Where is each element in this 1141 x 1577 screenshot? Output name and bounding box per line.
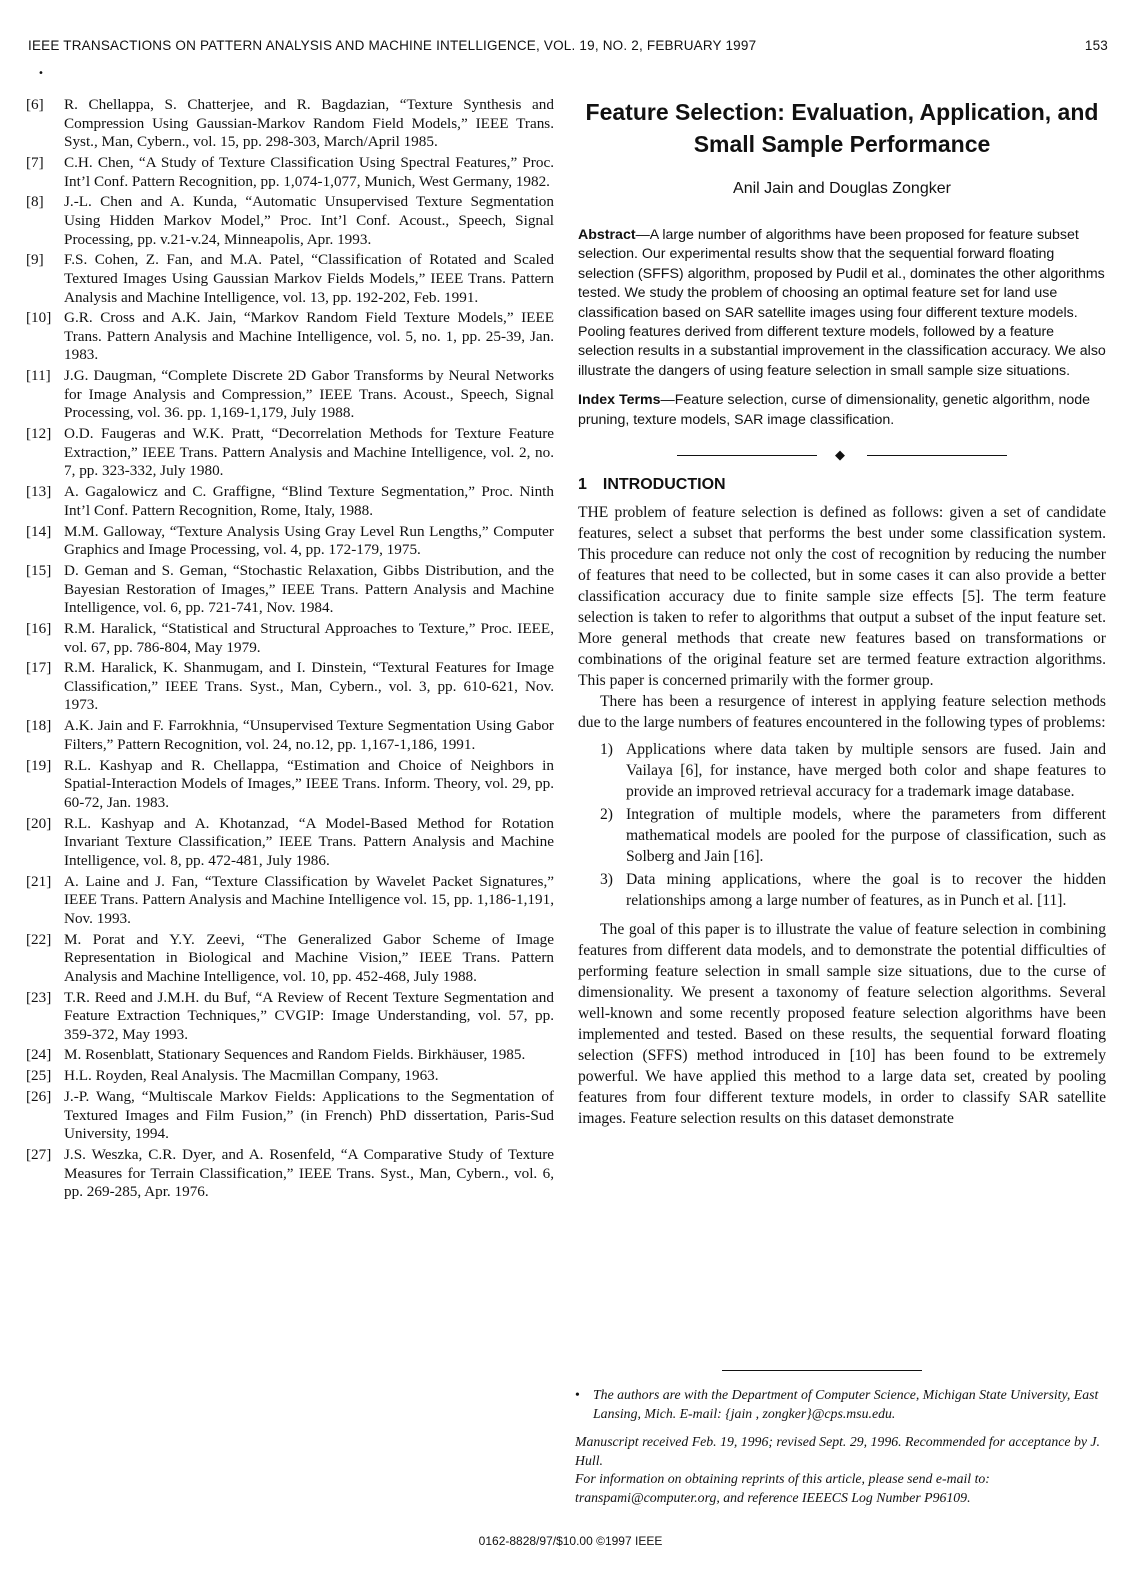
abstract [578, 226, 1106, 381]
reference-number: [8] [26, 193, 44, 211]
section-title: INTRODUCTION [602, 476, 726, 494]
reference-number: [6] [26, 96, 44, 113]
reference-text: F.S. Cohen, Z. Fan, and M.A. Patel, “Classification of Rotated and Scaled Textured Images Using Gaussian Markov Fields Models,” IEEE Trans. Pattern Analysis and Machine Intelligence, vol. 13, pp. 192-202, Feb. 1991. [64, 251, 554, 306]
reference-text: J.-P. Wang, “Multiscale Markov Fields: Applications to the Segmentation of Textured Images and Film Fusion,” (in French) PhD dissertation, Paris-Sud University, 1994. [64, 1088, 554, 1143]
reference-item [26, 931, 554, 987]
intro-paragraph-1: THE problem of feature selection is defined as follows: given a set of candidate features, select a subset that performs the best under some classification system. This procedure can reduce not only the cost of recognition by reducing the number of features that need to be collected, but in some cases it can also provide a better classification accuracy due to finite sample size effects [5]. The term feature selection is taken to refer to algorithms that output a subset of the input feature set. More general methods that create new features based on transformations or combinations of the original feature set are termed feature extraction algorithms. This paper is concerned primarily with the former group. [578, 504, 1106, 690]
bullet-icon: • [575, 1387, 580, 1402]
reference-text: M.M. Galloway, “Texture Analysis Using Gray Level Run Lengths,” Computer Graphics and Image Processing, vol. 4, pp. 172-179, 1975. [64, 522, 554, 559]
reference-number: [26] [26, 1088, 52, 1106]
reference-text: A. Laine and J. Fan, “Texture Classification by Wavelet Packet Signatures,” IEEE Trans. Pattern Analysis and Machine Intelligence vol. 15, pp. 1,186-1,191, Nov. 1993. [64, 872, 554, 927]
author-affiliation-note [575, 1386, 1105, 1423]
footnote-rule [722, 1370, 922, 1371]
list-item-number: 2) [600, 806, 613, 824]
abstract-label: Abstract [578, 227, 636, 243]
running-title: IEEE TRANSACTIONS ON PATTERN ANALYSIS AND MACHINE INTELLIGENCE, VOL. 19, NO. 2, FEBRUARY 1997 [28, 38, 757, 53]
reference-item [26, 251, 554, 307]
reference-item [26, 562, 554, 618]
reference-text: R.L. Kashyap and R. Chellappa, “Estimation and Choice of Neighbors in Spatial-Interaction Models of Images,” IEEE Trans. Inform. Theory, vol. 29, pp. 60-72, Jan. 1983. [64, 756, 554, 811]
reference-text: A. Gagalowicz and C. Graffigne, “Blind Texture Segmentation,” Proc. Ninth Int’l Conf. Pattern Recognition, Rome, Italy, 1988. [64, 483, 554, 519]
intro-paragraph-3: The goal of this paper is to illustrate the value of feature selection in combining features from different data models, and to demonstrate the potential difficulties of performing feature selection in small sample size situations, due to the curse of dimensionality. We present a taxonomy of feature selection algorithms. Several well-known and some recently proposed feature selection algorithms have been implemented and tested. Based on these results, the sequential forward floating selection (SFFS) method introduced in [10] has been found to be extremely powerful. We have applied this method to a large data set, created by pooling features from four different texture models, in order to classify SAR satellite images. Feature selection results on this dataset demonstrate [578, 921, 1106, 1128]
reprints-note: For information on obtaining reprints of this article, please send e-mail to: transpami@computer.org, and reference IEEECS Log Number P96109. [575, 1471, 990, 1505]
list-item [578, 739, 1106, 802]
reference-text: A.K. Jain and F. Farrokhnia, “Unsupervised Texture Segmentation Using Gabor Filters,” Pattern Recognition, vol. 24, no.12, pp. 1,167-1,186, 1991. [64, 717, 554, 753]
reference-number: [11] [26, 367, 51, 385]
reference-number: [24] [26, 1046, 52, 1064]
list-item-number: 1) [600, 741, 613, 759]
reference-item [26, 483, 554, 520]
reference-number: [18] [26, 717, 52, 735]
references-column [26, 96, 554, 1204]
reference-text: O.D. Faugeras and W.K. Pratt, “Decorrelation Methods for Texture Feature Extraction,” IEEE Trans. Pattern Analysis and Machine Intelligence, vol. 2, no. 7, pp. 323-332, July 1980. [64, 425, 554, 480]
reference-item [26, 193, 554, 249]
reference-number: [20] [26, 814, 52, 832]
reference-item [26, 425, 554, 481]
section-heading [578, 476, 1106, 494]
article-authors: Anil Jain and Douglas Zongker [733, 180, 951, 197]
footnotes [575, 1386, 1105, 1507]
list-item [578, 869, 1106, 911]
divider-line-right [867, 455, 1007, 456]
reference-text: J.G. Daugman, “Complete Discrete 2D Gabor Transforms by Neural Networks for Image Analysis and Compression,” IEEE Trans. Acoust., Speech, Signal Processing, vol. 36. pp. 1,169-1,179, July 1988. [64, 367, 554, 422]
reference-number: [9] [26, 251, 44, 269]
reference-number: [25] [26, 1067, 52, 1085]
reference-number: [27] [26, 1146, 52, 1163]
reference-text: R.M. Haralick, “Statistical and Structural Approaches to Texture,” Proc. IEEE, vol. 67, pp. 786-804, May 1979. [64, 619, 554, 656]
article-title: Feature Selection: Evaluation, Application, and Small Sample Performance [585, 99, 1099, 157]
list-item-number: 3) [600, 871, 613, 889]
reference-text: G.R. Cross and A.K. Jain, “Markov Random Field Texture Models,” IEEE Trans. Pattern Analysis and Machine Intelligence, vol. 5, no. 1, pp. 25-39, Jan. 1983. [64, 309, 554, 364]
reference-item [26, 873, 554, 929]
reference-item [26, 815, 554, 871]
reference-number: [22] [26, 930, 52, 948]
reference-item [26, 659, 554, 715]
divider-line-left [677, 455, 817, 456]
reference-number: [14] [26, 522, 52, 540]
reference-text: R.M. Haralick, K. Shanmugam, and I. Dinstein, “Textural Features for Image Classification,” IEEE Trans. Syst., Man, Cybern., vol. 3, pp. 610-621, Nov. 1973. [64, 659, 554, 714]
problem-list [578, 739, 1106, 911]
reference-item [26, 1146, 554, 1202]
reference-number: [13] [26, 483, 52, 501]
reference-number: [23] [26, 988, 52, 1006]
reference-item [26, 1067, 554, 1086]
list-item-text: Data mining applications, where the goal is to recover the hidden relationships among a large number of features, as in Punch et al. [11]. [626, 871, 1106, 910]
list-item [578, 804, 1106, 867]
reference-item [26, 989, 554, 1045]
reference-text: D. Geman and S. Geman, “Stochastic Relaxation, Gibbs Distribution, and the Bayesian Restoration of Images,” IEEE Trans. Pattern Analysis and Machine Intelligence, vol. 6, pp. 721-741, Nov. 1984. [64, 561, 554, 617]
reference-item [26, 717, 554, 754]
reference-text: C.H. Chen, “A Study of Texture Classification Using Spectral Features,” Proc. Int’l Conf. Pattern Recognition, pp. 1,074-1,077, Munich, West Germany, 1982. [64, 153, 554, 190]
copyright-line: 0162-8828/97/$10.00 ©1997 IEEE [478, 1534, 663, 1548]
reference-number: [10] [26, 309, 52, 327]
reference-item [26, 757, 554, 813]
reference-number: [12] [26, 425, 52, 443]
reference-text: H.L. Royden, Real Analysis. The Macmillan Company, 1963. [64, 1067, 439, 1085]
index-terms-label: Index Terms [578, 392, 661, 409]
author-affiliation-text: The authors are with the Department of Computer Science, Michigan State University, East Lansing, Mich. E-mail: {jain , zongker}@cps.msu.edu. [593, 1387, 1099, 1421]
section-number: 1 [578, 476, 587, 494]
reference-text: T.R. Reed and J.M.H. du Buf, “A Review of Recent Texture Segmentation and Feature Extraction Techniques,” CVGIP: Image Understanding, vol. 57, pp. 359-372, May 1993. [64, 988, 554, 1043]
list-item-text: Integration of multiple models, where the parameters from different mathematical models are pooled for the purpose of classification, such as Solberg and Jain [16]. [626, 806, 1106, 866]
reference-number: [7] [26, 153, 44, 171]
list-item-text: Applications where data taken by multiple sensors are fused. Jain and Vailaya [6], for instance, have merged both color and shape features to provide an improved retrieval accuracy for a trademark image database. [626, 741, 1106, 801]
reference-item [26, 1046, 554, 1065]
reference-item [26, 96, 554, 152]
page-number: 153 [1084, 38, 1108, 53]
reference-text: R. Chellappa, S. Chatterjee, and R. Bagdazian, “Texture Synthesis and Compression Using Gaussian-Markov Random Field Models,” IEEE Trans. Syst., Man, Cybern., vol. 15, pp. 298-303, March/April 1985. [64, 96, 554, 151]
speck-mark: • [38, 68, 44, 79]
intro-paragraph-2: There has been a resurgence of interest in applying feature selection methods due to the large numbers of features encountered in the following types of problems: [578, 693, 1106, 732]
reference-number: [17] [26, 659, 52, 677]
reference-item [26, 620, 554, 657]
reference-number: [16] [26, 619, 52, 637]
reference-item [26, 1088, 554, 1144]
reference-item [26, 523, 554, 560]
reference-text: J.S. Weszka, C.R. Dyer, and A. Rosenfeld, “A Comparative Study of Texture Measures for Terrain Classification,” IEEE Trans. Syst., Man, Cybern., vol. 6, pp. 269-285, Apr. 1976. [64, 1146, 554, 1201]
section-divider [677, 448, 1007, 462]
abstract-text: —A large number of algorithms have been proposed for feature subset selection. Our experimental results show that the sequential forward floating selection (SFFS) algorithm, proposed by Pudil et al., dominates the other algorithms tested. We study the problem of choosing an optimal feature set for land use classification based on SAR satellite images using four different texture models. Pooling features derived from different texture models, followed by a feature selection results in a substantial improvement in the classification accuracy. We also illustrate the dangers of using feature selection in small sample size situations. [578, 227, 1106, 379]
reference-item [26, 367, 554, 423]
reference-item [26, 309, 554, 365]
running-header [28, 38, 1108, 53]
reference-text: M. Rosenblatt, Stationary Sequences and Random Fields. Birkhäuser, 1985. [64, 1046, 526, 1064]
article-column [578, 96, 1106, 1129]
diamond-icon: ◆ [835, 448, 845, 464]
reference-number: [19] [26, 756, 52, 774]
reference-text: J.-L. Chen and A. Kunda, “Automatic Unsupervised Texture Segmentation Using Hidden Markov Model,” Proc. Int’l Conf. Acoust., Speech, Signal Processing, pp. v.21-v.24, Minneapolis, Apr. 1993. [64, 193, 554, 248]
index-terms [578, 391, 1106, 430]
index-terms-text: —Feature selection, curse of dimensionality, genetic algorithm, node pruning, texture models, SAR image classification. [578, 392, 1091, 428]
reference-number: [21] [26, 872, 52, 890]
reference-text: M. Porat and Y.Y. Zeevi, “The Generalized Gabor Scheme of Image Representation in Biological and Machine Vision,” IEEE Trans. Pattern Analysis and Machine Intelligence, vol. 10, pp. 452-468, July 1988. [64, 930, 554, 985]
reference-text: R.L. Kashyap and A. Khotanzad, “A Model-Based Method for Rotation Invariant Texture Classification,” IEEE Trans. Pattern Analysis and Machine Intelligence, vol. 8, pp. 472-481, July 1986. [64, 814, 554, 869]
manuscript-note: Manuscript received Feb. 19, 1996; revised Sept. 29, 1996. Recommended for acceptance by J. Hull. [575, 1434, 1101, 1468]
reference-number: [15] [26, 561, 52, 579]
reference-item [26, 154, 554, 191]
